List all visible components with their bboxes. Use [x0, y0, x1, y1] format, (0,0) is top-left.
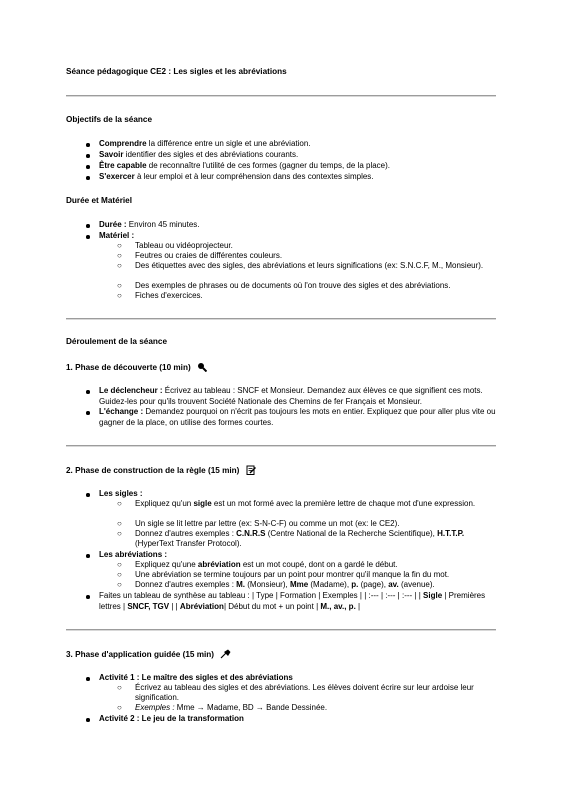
divider	[66, 445, 496, 447]
magnifier-icon	[197, 362, 207, 374]
section-heading-objectifs: Objectifs de la séance	[66, 115, 153, 124]
phase2-heading: 2. Phase de construction de la règle (15 min)	[66, 465, 256, 477]
phase1-heading: 1. Phase de découverte (10 min)	[66, 362, 207, 374]
section-heading-deroulement: Déroulement de la séance	[66, 337, 168, 346]
phase3-heading: 3. Phase d'application guidée (15 min)	[66, 649, 231, 661]
section-heading-duree: Durée et Matériel	[66, 196, 132, 205]
page-title: Séance pédagogique CE2 : Les sigles et les abréviations	[66, 67, 287, 76]
divider	[66, 318, 496, 320]
divider	[66, 95, 496, 97]
pin-icon	[220, 649, 231, 661]
document-page: Séance pédagogique CE2 : Les sigles et les abréviations Objectifs de la séance Comprendre la différence entre un sigle et une abréviation. Savoir identifier des sigles et des abréviations courants. Être capable de reconnaître l'utilité de ces formes (gagner du temps, de la place). S'exercer à leur emploi et à leur compréhension dans des contextes simples. Durée et Matériel Durée : Environ 45 minutes. Matériel : ○ Tableau ou vidéoprojecteur. ○ Feutres ou craies de différentes couleurs. ○ Des étiquettes avec des sigles, des abréviations et leurs significations (ex: S.N.C.F, M., Monsieur). ○ Des exemples de phrases ou de documents où l'on trouve des sigles et des abréviations. ○ Fiches d'exercices. Déroulement de la séance 1. Phase de découverte (10 min) Le déclencheur : Écrivez au tableau : SNCF et Monsieur. Demandez aux élèves ce que signifient ces mots. Guidez-les pour qu'ils trouvent Société Nationale des Chemins de fer Français et Monsieur. L'échange : Demandez pourquoi on n'écrit pas toujours les mots en entier. Expliquez que pour aller plus vite ou gagner de la place, on utilise des formes courtes. 2. Phase de construction de la règle (15 min) Les sigles : ○ Expliquez qu'un sigle est un mot formé avec la première lettre de chaque mot d'une expression. ○ Un sigle se lit lettre par lettre (ex: S-N-C-F) ou comme un mot (ex: le CE2). ○ Donnez d'autres exemples : C.N.R.S (Centre National de la Recherche Scientifique), H.T.T.P. (HyperText Transfer Protocol). Les abréviations : ○ Expliquez qu'une abréviation est un mot coupé, dont on a gardé le début. ○ Une abréviation se termine toujours par un point pour montrer qu'il manque la fin du mot. ○ Donnez d'autres exemples : M. (Monsieur), Mme (Madame), p. (page), av. (avenue). Faites un tableau de synthèse au tableau : | Type | Formation | Exemples | | :--- | :--- | :--- | | Sigle | Premières lettres | SNCF, TGV | | Abréviation| Début du mot + un point | M., av., p. | 3. Phase d'application guidée (15 min) Activité 1 : Le maître des sigles et des abréviations ○ Écrivez au tableau des sigles et des abréviations. Les élèves doivent écrire sur leur ardoise leur signification. ○ Exemples : Mme → Madame, BD → Bande Dessinée. Activité 2 : Le jeu de la transformation	[66, 67, 496, 723]
memo-icon	[246, 465, 256, 477]
divider	[66, 629, 496, 631]
